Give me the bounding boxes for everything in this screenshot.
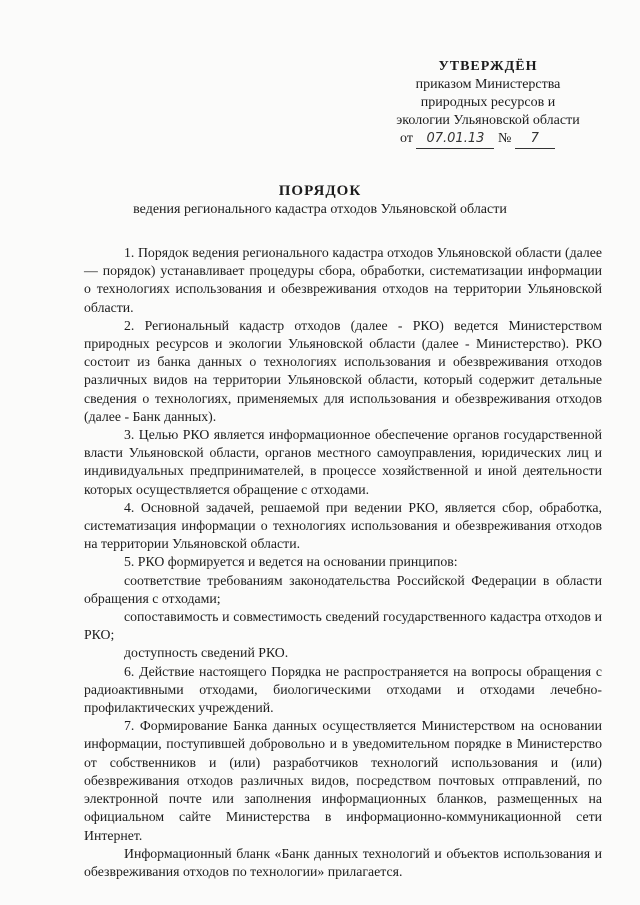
- handwritten-number: 7: [515, 130, 555, 149]
- number-prefix: №: [497, 131, 512, 146]
- date-prefix: от: [400, 131, 413, 146]
- principle-2: сопоставимость и совместимость сведений государственного кадастра отходов и РКО;: [84, 609, 602, 643]
- document-subtitle: ведения регионального кадастра отходов Ульяновской области: [133, 202, 507, 217]
- paragraph-6: 6. Действие настоящего Порядка не распространяется на вопросы обращения с радиоактивными отходами, биологическими отходами и отходами лечебно-профилактических учреждений.: [84, 663, 602, 716]
- paragraph-attachment-note: Информационный бланк «Банк данных технологий и объектов использования и обезвреживания отходов по технологии» прилагается.: [84, 845, 602, 879]
- approval-line-1: приказом Министерства: [415, 77, 561, 92]
- document-title: ПОРЯДОК: [278, 183, 362, 199]
- approval-line-2: природных ресурсов и: [420, 95, 556, 110]
- paragraph-5: 5. РКО формируется и ведется на основании принципов:: [124, 554, 458, 570]
- paragraph-3: 3. Целью РКО является информационное обеспечение органов государственной власти Ульяновской области, органов местного самоуправления, юридических лиц и индивидуальных предпринимателей, в процессе хозяйственной и иной деятельности которых осуществляется обращение с отходами.: [84, 427, 602, 497]
- principle-1: соответствие требованиям законодательства Российской Федерации в области обращения с отходами;: [84, 572, 602, 606]
- approval-title: УТВЕРЖДЁН: [438, 59, 538, 74]
- approval-line-3: экологии Ульяновской области: [396, 113, 580, 128]
- paragraph-1: 1. Порядок ведения регионального кадастра отходов Ульяновской области (далее — порядок) устанавливает процедуры сбора, обработки, систематизации информации о технологиях использования и обезвреживания отходов на территории Ульяновской области.: [84, 245, 602, 315]
- document-body: [84, 244, 602, 881]
- approval-date-line: [388, 130, 588, 149]
- principle-3: доступность сведений РКО.: [124, 645, 289, 661]
- paragraph-4: 4. Основной задачей, решаемой при ведении РКО, является сбор, обработка, систематизация информации о технологиях использования и обезвреживания отходов на территории Ульяновской области.: [84, 499, 602, 552]
- handwritten-date: 07.01.13: [416, 130, 494, 149]
- approval-stamp-block: [388, 58, 588, 149]
- paragraph-7: 7. Формирование Банка данных осуществляется Министерством на основании информации, поступившей добровольно и в уведомительном порядке в Министерство от собственников и (или) разработчиков технологий использования и (или) обезвреживания отходов различных видов, посредством почтовых отправлений, по электронной почте или заполнения информационных бланков, размещенных на официальном сайте Министерства в информационно-коммуникационной сети Интернет.: [84, 718, 602, 843]
- paragraph-2: 2. Региональный кадастр отходов (далее - РКО) ведется Министерством природных ресурсов и экологии Ульяновской области (далее - Министерство). РКО состоит из банка данных о технологиях использования и обезвреживания отходов различных видов на территории Ульяновской области, который содержит детальные сведения о технологиях, применяемых для использования и обезвреживания отходов (далее - Банк данных).: [84, 317, 602, 424]
